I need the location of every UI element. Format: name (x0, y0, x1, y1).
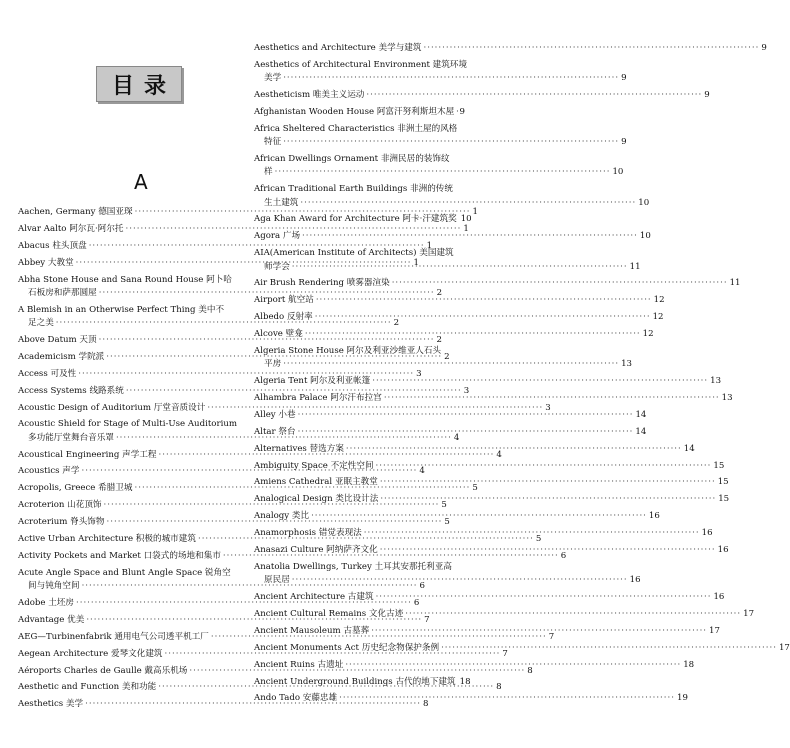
toc-entry-title: Acoustic Design of Auditorium 厅堂音质设计 (18, 402, 206, 413)
page-number: 9 (459, 106, 465, 117)
toc-entry-line (254, 676, 471, 689)
toc-entry-line (18, 304, 240, 317)
toc-entry-title: Anatolia Dwellings, Turkey 土耳其安那托利亚高 (254, 561, 452, 572)
page-number: 16 (648, 511, 660, 522)
toc-entry-line (254, 426, 647, 439)
toc-entry (254, 659, 695, 672)
toc-entry-line (254, 153, 465, 166)
toc-entry-line (254, 89, 710, 102)
page-number: 4 (453, 432, 460, 443)
toc-entry-title: Acute Angle Space and Blunt Angle Space 锐角空 (18, 567, 231, 578)
toc-entry-title: Air Brush Rendering 喷雾器渲染 (254, 278, 390, 289)
toc-entry-line (254, 625, 720, 638)
toc-entry (18, 385, 470, 398)
toc-entry-line (254, 311, 664, 324)
page-number: 5 (444, 517, 450, 528)
leader-dots (376, 591, 712, 604)
toc-entry (254, 106, 465, 119)
page-number: 9 (761, 43, 767, 53)
toc-entry-line (254, 493, 730, 506)
toc-entry-continuation (254, 574, 641, 587)
page-number: 4 (419, 466, 425, 477)
page-number: 15 (713, 460, 725, 471)
toc-entry-line (254, 42, 767, 55)
leader-dots (441, 642, 777, 655)
toc-entry (254, 59, 627, 86)
toc-entry (254, 345, 632, 372)
toc-entry-title: Alternatives 替选方案 (254, 443, 344, 454)
toc-entry-line (254, 460, 725, 473)
toc-entry-title: Aesthetic and Function 美和功能 (18, 682, 157, 693)
toc-entry (18, 631, 555, 644)
toc-entry-line (254, 183, 465, 196)
toc-entry-continuation-text: 师学会 (264, 261, 290, 272)
toc-entry (18, 449, 502, 462)
toc-entry-continuation (254, 136, 627, 149)
toc-entry-continuation-text: 多功能厅堂舞台音乐罩 (28, 432, 114, 443)
toc-entry-line (254, 247, 465, 260)
toc-entry (254, 123, 627, 150)
page-number: 9 (621, 73, 627, 84)
page-number: 14 (635, 409, 647, 420)
toc-entry (254, 476, 729, 489)
right-entry-list (254, 42, 790, 709)
toc-entry (254, 42, 767, 55)
page-number: 12 (642, 329, 654, 340)
leader-dots (380, 544, 716, 557)
leader-dots (366, 89, 702, 102)
toc-entry-line (18, 648, 508, 661)
leader-dots (456, 106, 457, 119)
toc-entry-line (254, 409, 647, 422)
toc-entry-title: Africa Sheltered Characteristics 非洲土屋的风格 (254, 123, 458, 134)
toc-entry (254, 153, 624, 180)
page-number: 8 (422, 699, 429, 710)
toc-entry (254, 213, 472, 226)
leader-dots (364, 527, 700, 540)
leader-dots (283, 136, 619, 149)
toc-entry-title: Ancient Ruins 古遗址 (254, 659, 344, 670)
toc-entry-title: Access 可及性 (18, 368, 77, 379)
toc-entry (254, 294, 665, 307)
toc-entry-continuation-text: 间与钝角空间 (28, 581, 80, 592)
toc-entry (254, 443, 695, 456)
toc-entry (254, 544, 729, 557)
leader-dots (302, 230, 638, 243)
toc-entry-title: Ancient Mausoleum 古墓葬 (254, 625, 370, 636)
page-number: 17 (778, 642, 790, 653)
toc-entry-title: Alley 小巷 (254, 409, 296, 420)
toc-entry-title: Anamorphosis 错觉表现法 (254, 528, 362, 539)
toc-entry-continuation-text: 足之美 (28, 318, 54, 329)
page-number: 8 (527, 665, 533, 676)
page-number: 2 (444, 351, 450, 362)
toc-entry-line (18, 368, 422, 381)
leader-dots (405, 608, 741, 621)
toc-entry (254, 328, 654, 341)
page-number: 10 (639, 231, 651, 242)
page-number: 2 (393, 318, 400, 329)
page-number: 2 (436, 287, 443, 298)
page-number: 18 (459, 676, 471, 687)
leader-dots (371, 625, 707, 638)
leader-dots (380, 493, 716, 506)
toc-entry-line (18, 274, 240, 287)
leader-dots (275, 166, 611, 179)
toc-entry-line (254, 328, 654, 341)
toc-entry (254, 89, 710, 102)
toc-entry-title: Altar 祭台 (254, 426, 296, 437)
toc-entry-title: Acoustics 声学 (18, 466, 80, 477)
page-number: 16 (701, 528, 713, 539)
toc-entry-line (254, 443, 695, 456)
page-number: 17 (743, 609, 755, 620)
leader-dots (392, 277, 728, 290)
page-number: 4 (496, 449, 502, 460)
toc-entry-title: Aesthetics 美学 (18, 699, 84, 710)
toc-entry-title: Alhambra Palace 阿尔汗布拉宫 (254, 393, 382, 404)
toc-entry-title: Activity Pockets and Market 口袋式的场地和集市 (18, 550, 221, 561)
toc-entry (254, 460, 725, 473)
toc-entry-line (254, 345, 465, 358)
toc-entry-title: Adobe 土坯房 (18, 598, 74, 608)
toc-entry-line (18, 385, 470, 398)
page-number: 1 (472, 207, 478, 217)
leader-dots (380, 476, 716, 489)
leader-dots (376, 460, 712, 473)
toc-entry (254, 230, 651, 243)
page-number: 14 (635, 426, 647, 437)
toc-entry (254, 676, 471, 689)
toc-entry-continuation-text: 样 (264, 167, 273, 178)
toc-entry-title: Aesthetics and Architecture 美学与建筑 (254, 43, 422, 53)
toc-entry-title: Acoustical Engineering 声学工程 (18, 449, 157, 460)
leader-dots (298, 426, 634, 439)
toc-entry-line (254, 659, 695, 672)
toc-entry-title: Abacus 柱头顶盘 (18, 240, 87, 251)
toc-entry-line (254, 392, 733, 405)
toc-entry-line (18, 351, 450, 364)
page-number: 6 (560, 550, 567, 561)
leader-dots (339, 692, 675, 705)
page-number: 13 (721, 393, 733, 404)
leader-dots (423, 42, 759, 55)
toc-entry-line (254, 561, 465, 574)
page-number: 3 (545, 402, 551, 413)
toc-entry-title: Acroterion 山花顶饰 (18, 500, 102, 511)
page-number: 5 (441, 500, 447, 511)
toc-entry-title: Academicism 学院派 (18, 351, 105, 362)
toc-entry (254, 392, 733, 405)
toc-entry (18, 223, 469, 236)
toc-entry-line (254, 591, 725, 604)
toc-entry-title: Ando Tado 安藤忠雄 (254, 693, 338, 704)
toc-entry-line (254, 123, 465, 136)
page-number: 9 (704, 90, 710, 101)
toc-entry-line (254, 642, 790, 655)
leader-dots (298, 409, 634, 422)
toc-entry-line (254, 375, 722, 388)
toc-entry-line (18, 418, 240, 431)
toc-entry-line (18, 206, 478, 219)
toc-entry (18, 351, 450, 364)
page-number: 2 (436, 334, 442, 345)
page-number: 19 (676, 693, 688, 704)
toc-entry-title: A Blemish in an Otherwise Perfect Thing 美中不 (18, 304, 225, 315)
toc-entry-continuation (254, 261, 641, 274)
toc-entry-continuation (254, 72, 627, 85)
toc-entry-title: Albedo 反射率 (254, 312, 313, 323)
leader-dots (316, 294, 652, 307)
toc-entry-title: Abbey 大教堂 (18, 257, 74, 268)
page-number: 10 (460, 214, 472, 225)
toc-title: 目录 (111, 73, 176, 99)
leader-dots (283, 358, 619, 371)
page-number: 13 (710, 376, 722, 387)
toc-entry (18, 240, 433, 253)
toc-entry-title: Above Datum 天顶 (18, 334, 97, 345)
toc-entry (254, 527, 713, 540)
toc-entry-title: Access Systems 线路系统 (18, 385, 124, 396)
toc-entry-line (18, 567, 240, 580)
toc-entry-title: Ancient Cultural Remains 文化古迹 (254, 609, 404, 620)
toc-entry-title: Algeria Stone House 阿尔及利亚沙维亚人石头 (254, 345, 442, 356)
toc-entry (254, 591, 725, 604)
toc-entry-title: Aesthetics of Architectural Environment 建筑环境 (254, 59, 468, 70)
leader-dots (346, 443, 682, 456)
toc-entry-title: Active Urban Architecture 积极的城市建筑 (18, 534, 196, 545)
toc-entry (254, 493, 730, 506)
toc-entry (254, 311, 664, 324)
page-number: 10 (638, 197, 650, 208)
toc-entry-title: Aestheticism 唯美主义运动 (254, 90, 365, 101)
toc-entry-title: AEG—Turbinenfabrik 通用电气公司透平机工厂 (18, 631, 209, 642)
leader-dots (292, 574, 628, 587)
toc-entry-title: Analogical Design 类比设计法 (254, 494, 379, 505)
page-number: 3 (416, 368, 422, 379)
leader-dots (305, 328, 641, 341)
page-number: 16 (713, 592, 725, 603)
toc-entry (254, 510, 660, 523)
page-number: 1 (426, 240, 433, 251)
toc-entry-title: Ambiguity Space 不定性空间 (254, 460, 374, 471)
page-number: 1 (413, 257, 419, 268)
toc-entry-line (18, 631, 555, 644)
toc-entry-continuation (254, 166, 624, 179)
toc-entry-title: African Traditional Earth Buildings 非洲的传统 (254, 184, 453, 195)
toc-entry-title: Aga Khan Award for Architecture 阿卡·汗建筑奖 (254, 214, 457, 225)
leader-dots (300, 197, 636, 210)
page-number: 1 (463, 223, 469, 234)
toc-entry (254, 409, 647, 422)
page-number: 12 (652, 312, 664, 323)
toc-entry-title: Abha Stone House and Sana Round House 阿卜哈 (18, 274, 232, 285)
page-number: 7 (502, 648, 508, 659)
page-number: 11 (729, 278, 741, 289)
toc-entry-continuation (18, 287, 443, 300)
toc-entry-line (254, 213, 472, 226)
toc-entry-title: Aachen, Germany 德国亚琛 (18, 207, 133, 217)
toc-entry-continuation-text: 生土建筑 (264, 197, 299, 208)
leader-dots (311, 510, 647, 523)
leader-dots (315, 311, 651, 324)
toc-entry-title: Advantage 优美 (18, 614, 85, 625)
page-number: 8 (496, 682, 502, 693)
toc-entry-continuation-text: 原民居 (264, 575, 290, 586)
toc-entry-title: Ancient Architecture 古建筑 (254, 592, 374, 603)
toc-entry-title: Afghanistan Wooden House 阿富汗努利斯坦木屋 (254, 106, 455, 117)
toc-entry-line (254, 692, 688, 705)
toc-entry-title: Acoustic Shield for Stage of Multi-Use Auditorium (18, 419, 238, 430)
toc-entry (254, 183, 650, 210)
toc-entry-title: Alcove 壁龛 (254, 329, 303, 340)
toc-entry-line (18, 665, 533, 678)
toc-entry-title: Agora 广场 (254, 231, 301, 242)
toc-entry (254, 277, 741, 290)
page-number: 7 (424, 614, 430, 625)
leader-dots (384, 392, 720, 405)
toc-entry (254, 692, 688, 705)
toc-entry-title: Aegean Architecture 爱琴文化建筑 (18, 648, 163, 659)
toc-entry-title: African Dwellings Ornament 非洲民居的装饰纹 (254, 154, 450, 165)
toc-entry-continuation-text: 美学 (264, 73, 282, 84)
toc-entry-continuation-text: 平房 (264, 359, 282, 370)
page-number: 15 (718, 494, 730, 505)
section-letter: A (134, 170, 148, 194)
leader-dots (372, 375, 708, 388)
toc-entry-title: Analogy 类比 (254, 511, 310, 522)
toc-entry-line (254, 544, 729, 557)
page-number: 18 (683, 659, 695, 670)
page-number: 6 (413, 598, 420, 608)
toc-entry (254, 375, 722, 388)
page-number: 5 (472, 483, 478, 494)
toc-entry-line (18, 240, 433, 253)
page-number: 3 (463, 385, 470, 396)
toc-entry-title: Airport 航空站 (254, 295, 314, 306)
page-number: 7 (548, 631, 555, 642)
toc-entry (18, 368, 422, 381)
toc-entry (254, 561, 641, 588)
page-number: 12 (653, 295, 665, 306)
toc-entry-title: Acroterium 脊头饰物 (18, 517, 105, 528)
toc-entry-line (254, 230, 651, 243)
toc-entry-title: Amiens Cathedral 亚眠主教堂 (254, 477, 378, 488)
leader-dots (345, 659, 681, 672)
toc-entry-title: Ancient Monuments Act 历史纪念物保护条例 (254, 642, 440, 653)
toc-entry-line (254, 106, 465, 119)
toc-entry-title: Alvar Aalto 阿尔瓦·阿尔托 (18, 223, 124, 234)
toc-entry-line (254, 294, 665, 307)
toc-entry (18, 665, 533, 678)
page-number: 17 (709, 625, 720, 636)
toc-entry-line (254, 476, 729, 489)
page-number: 13 (621, 359, 632, 370)
toc-entry-continuation (254, 358, 632, 371)
toc-entry-title: Aéroports Charles de Gaulle 戴高乐机场 (18, 665, 188, 676)
leader-dots (283, 72, 619, 85)
page-number: 11 (629, 261, 641, 272)
toc-entry-line (254, 277, 741, 290)
toc-entry-continuation (254, 197, 650, 210)
toc-entry-continuation-text: 特征 (264, 137, 282, 148)
toc-entry-continuation-text: 石板房和萨那圆屋 (28, 287, 97, 298)
page-number: 14 (683, 443, 695, 454)
page-number: 15 (717, 477, 729, 488)
page-number: 9 (621, 137, 627, 148)
toc-entry (254, 426, 647, 439)
page-number: 6 (419, 581, 425, 592)
toc-entry-title: AIA(American Institute of Architects) 美国建筑 (254, 248, 454, 259)
page-number: 16 (717, 545, 729, 556)
toc-entry (254, 625, 720, 638)
toc-entry-title: Ancient Underground Buildings 古代的地下建筑 (254, 676, 456, 687)
toc-entry (254, 608, 755, 621)
leader-dots (292, 261, 628, 274)
toc-entry-line (254, 510, 660, 523)
toc-entry-line (18, 223, 469, 236)
toc-entry-title: Algeria Tent 阿尔及利亚帐篷 (254, 376, 371, 387)
page-number: 5 (535, 534, 542, 545)
toc-entry-title: Anasazi Culture 阿纳萨齐文化 (254, 545, 378, 556)
page-number: 10 (612, 167, 624, 178)
toc-entry-line (254, 59, 468, 72)
page-number: 16 (629, 575, 641, 586)
toc-entry (18, 648, 508, 661)
toc-entry (254, 247, 641, 274)
toc-entry-continuation (18, 432, 460, 445)
toc-entry-line (254, 527, 713, 540)
toc-entry (18, 206, 478, 219)
toc-entry-line (18, 449, 502, 462)
toc-title-box (96, 66, 182, 102)
toc-entry-title: Acropolis, Greece 希腊卫城 (18, 483, 133, 494)
toc-entry-line (254, 608, 755, 621)
toc-entry (254, 642, 790, 655)
